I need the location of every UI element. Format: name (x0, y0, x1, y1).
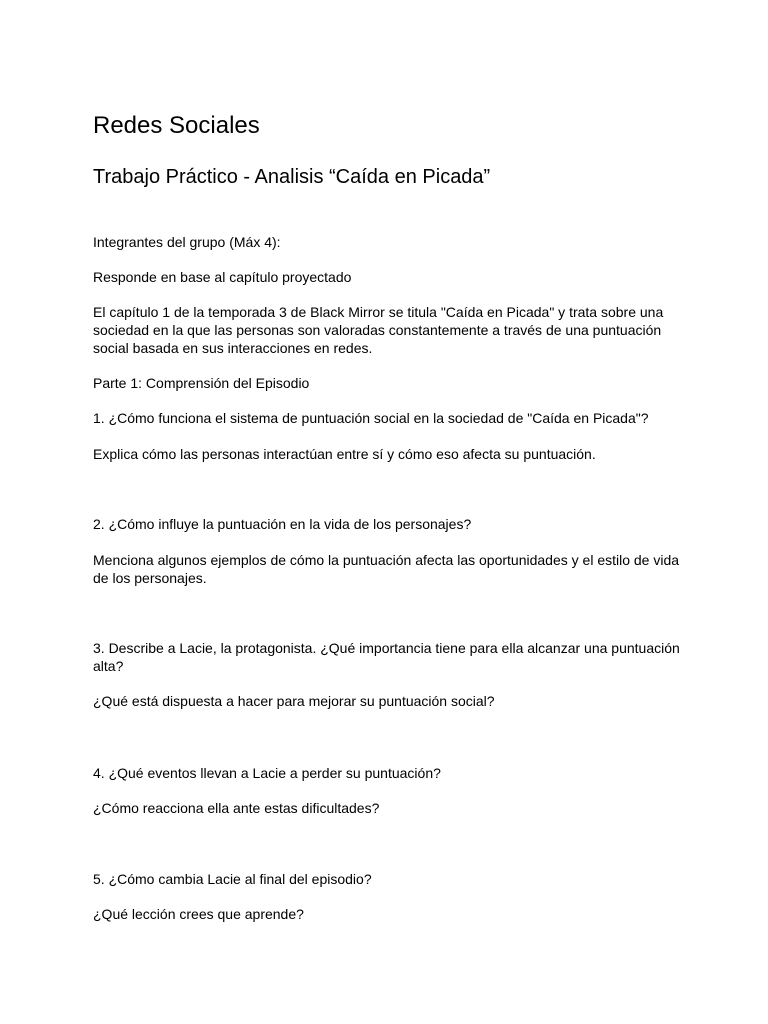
question-3: 3. Describe a Lacie, la protagonista. ¿Qué importancia tiene para ella alcanzar una puntuación alta? (93, 640, 680, 674)
document-subtitle: Trabajo Práctico - Analisis “Caída en Picada” (93, 166, 491, 188)
question-2: 2. ¿Cómo influye la puntuación en la vida de los personajes? (93, 516, 472, 532)
members-label: Integrantes del grupo (Máx 4): (93, 234, 281, 250)
document-title: Redes Sociales (93, 112, 260, 139)
instruction-text: Responde en base al capítulo proyectado (93, 269, 352, 285)
question-3-detail: ¿Qué está dispuesta a hacer para mejorar su puntuación social? (93, 693, 495, 709)
question-4-detail: ¿Cómo reacciona ella ante estas dificultades? (93, 800, 380, 816)
question-2-detail: Menciona algunos ejemplos de cómo la puntuación afecta las oportunidades y el estilo de vida de los personajes. (93, 552, 680, 586)
question-1: 1. ¿Cómo funciona el sistema de puntuación social en la sociedad de "Caída en Picada"? (93, 410, 649, 426)
question-4: 4. ¿Qué eventos llevan a Lacie a perder su puntuación? (93, 765, 441, 781)
question-5: 5. ¿Cómo cambia Lacie al final del episodio? (93, 871, 372, 887)
part-heading: Parte 1: Comprensión del Episodio (93, 375, 310, 391)
question-1-detail: Explica cómo las personas interactúan entre sí y cómo eso afecta su puntuación. (93, 446, 596, 462)
intro-paragraph: El capítulo 1 de la temporada 3 de Black Mirror se titula "Caída en Picada" y trata sobre una sociedad en la que las personas son valoradas constantemente a través de una puntuación social basada en sus interacciones en redes. (93, 304, 664, 356)
question-5-detail: ¿Qué lección crees que aprende? (93, 906, 304, 922)
